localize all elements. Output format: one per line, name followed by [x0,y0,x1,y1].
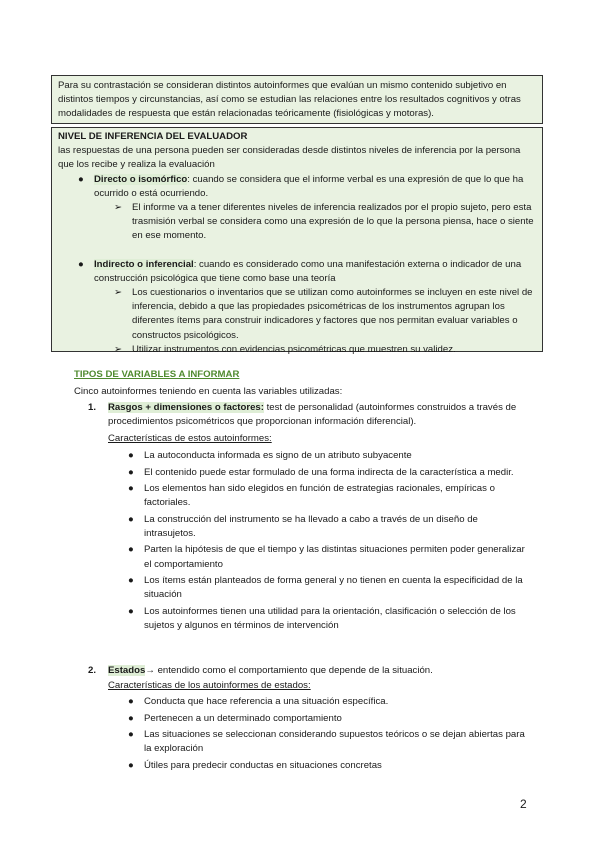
list-item-text: La construcción del instrumento se ha llevado a cabo a través de un diseño de intrasujetos. [144,513,478,539]
list-item-text: El contenido puede estar formulado de una forma indirecta de la característica a medir. [144,466,514,478]
section-title: TIPOS DE VARIABLES A INFORMAR [74,369,240,380]
direct-sub-item [58,201,536,244]
type-term: Estados [108,665,146,676]
type-number: 1. [88,402,97,413]
list-item [128,759,528,773]
list-item [128,482,528,510]
list-item [128,543,528,571]
type-desc: test de personalidad (autoinformes construidos a través de procedimientos psicométricos que proporcionan información diferencial). [108,402,517,428]
list-item [128,712,528,726]
indirect-term: Indirecto o inferencial [94,258,194,270]
list-item-text: Los elementos han sido elegidos en función de estrategias racionales, empíricas o factoriales. [144,483,495,509]
rasgos-characteristics-list [128,449,528,636]
bullet-icon: ● [128,696,134,707]
type-desc: entendido como el comportamiento que depende de la situación. [154,665,433,676]
indirect-desc: : cuando es considerado como una manifestación externa o indicador de una construcción psicológica que tiene como base una teoría [94,258,522,284]
list-item-text: Las situaciones se seleccionan considerando supuestos teóricos o se dejan abiertas para la exploración [144,729,525,755]
page-number: 2 [520,797,527,811]
inference-heading: NIVEL DE INFERENCIA DEL EVALUADOR [58,131,248,142]
list-item [128,449,528,463]
indirect-sub-item-1 [58,286,536,343]
bullet-icon: ● [128,513,134,525]
list-item [128,466,528,480]
indirect-sub-text-1: Los cuestionarios o inventarios que se utilizan como autoinformes se incluyen en este nivel de inferencia, debido a que las propiedades psicométricas de los instrumentos agrupan los diferentes ítems para construir indicadores y factores que nos permitan evaluar variables o constructos psicológicos. [132,287,533,341]
list-item [128,605,528,633]
bullet-icon: ● [128,729,134,740]
bullet-icon: ● [78,173,84,185]
bullet-icon: ● [128,544,134,556]
list-item-text: Parten la hipótesis de que el tiempo y las distintas situaciones permiten poder generalizar el comportamiento [144,544,525,570]
bullet-icon: ● [128,712,134,724]
contrast-text: Para su contrastación se consideran distintos autoinformes que evalúan un mismo contenido subjetivo en distintos tiempos y circunstancias, así como se estudian las relaciones entre los resultados cognitivos y otras modalidades de respuesta que están relacionadas teóricamente (fisiológicas y motoras). [58,80,521,120]
tipos-intro: Cinco autoinformes teniendo en cuenta las variables utilizadas: [74,386,343,397]
list-item-text: Pertenecen a un determinado comportamiento [144,712,342,724]
bullet-icon: ● [128,759,134,771]
type-term: Rasgos + dimensiones o factores: [108,402,264,413]
list-item-text: Útiles para predecir conductas en situaciones concretas [144,759,382,771]
inference-intro: las respuestas de una persona pueden ser consideradas desde distintos niveles de inferencia por la persona que los recibe y realiza la evaluación [58,145,521,171]
direct-sub-text: El informe va a tener diferentes niveles de inferencia realizados por el propio sujeto, pero esta trasmisión verbal se considera como una expresión de lo que la persona piensa, hace o siente en ese momento. [132,202,534,242]
estados-characteristics-list [128,695,528,775]
indirect-sub-item-2 [58,343,536,357]
bullet-icon: ● [128,483,134,494]
list-item [128,513,528,541]
type-rasgos [88,401,528,447]
bullet-icon: ● [128,466,134,478]
list-item [128,728,528,756]
list-item [128,574,528,602]
inference-item-indirect [58,258,536,286]
indirect-sub-text-2: Utilizar instrumentos con evidencias psicométricas que muestren su validez. [132,343,456,355]
list-item [128,695,528,709]
bullet-icon: ● [128,450,134,461]
list-item-text: La autoconducta informada es signo de un atributo subyacente [144,450,412,461]
arrow-right-icon: → [145,665,155,676]
list-item-text: Los ítems están planteados de forma general y no tienen en cuenta la especificidad de la situación [144,575,523,601]
bullet-icon: ● [128,575,134,587]
direct-desc: : cuando se considera que el informe verbal es una expresión de que lo que ha ocurrido o está ocurriendo. [94,173,524,199]
list-item-text: Conducta que hace referencia a una situación específica. [144,696,389,707]
inference-item-direct [58,173,536,201]
type-estados [88,664,528,693]
direct-term: Directo o isomórfico [94,173,188,185]
characteristics-heading: Características de los autoinformes de estados: [108,680,311,692]
arrow-bullet-icon: ➢ [114,202,123,214]
inference-box [51,127,543,355]
bullet-icon: ● [78,258,84,270]
type-number: 2. [88,665,97,676]
arrow-bullet-icon: ➢ [114,343,123,355]
characteristics-heading: Características de estos autoinformes: [108,433,272,445]
arrow-bullet-icon: ➢ [114,287,123,299]
list-item-text: Los autoinformes tienen una utilidad para la orientación, clasificación o selección de los sujetos y algunos en términos de intervención [144,605,516,632]
contrast-box [51,75,543,124]
bullet-icon: ● [128,605,134,617]
